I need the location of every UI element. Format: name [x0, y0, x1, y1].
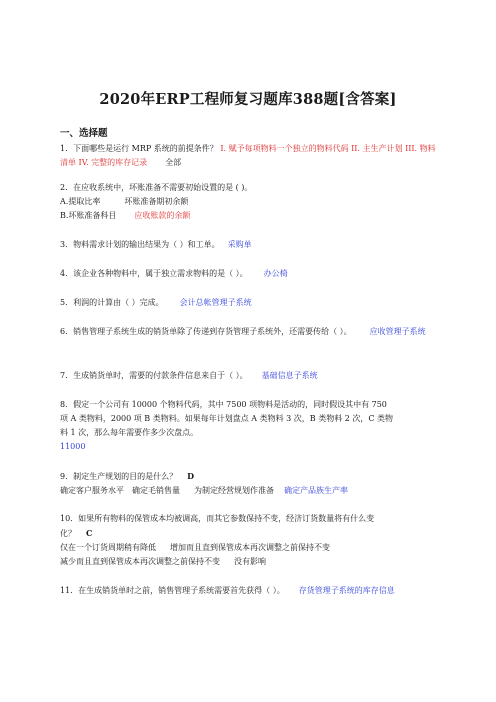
option-text: 没有影响: [234, 557, 266, 566]
answer-text: 应收账款的余额: [134, 211, 191, 220]
question-8: [60, 398, 438, 454]
question-1: [60, 142, 438, 170]
question-text: 3．物料需求计划的输出结果为（ ）和工单。: [60, 240, 220, 249]
option-text: 减少而且直到保管成本再次调整之前保持不变: [60, 557, 220, 566]
option-text: 增加而且直到保管成本再次调整之前保持不变: [170, 543, 330, 552]
question-3: [60, 238, 438, 252]
question-text: 项 A 类物料，2000 项 B 类物料。如果每年计划盘点 A 类物料 3 次，B 类物料 2 次，C 类物: [60, 414, 394, 423]
answer-text: 应收管理子系统: [369, 327, 426, 336]
question-text: 7．生成销货单时，需要的付款条件信息来自于（ ）。: [60, 371, 248, 380]
question-text: 1．下面哪些是运行 MRP 系统的前提条件？: [60, 144, 218, 153]
section-heading: 一、选择题: [60, 128, 108, 139]
question-6: [60, 325, 438, 339]
question-text: 10．如果所有物料的保管成本均被调高，而其它参数保持不变，经济订货数量将有什么变: [60, 514, 375, 523]
answer-text: 基础信息子系统: [261, 371, 318, 380]
option-text: 为制定经营规划作准备: [194, 486, 274, 495]
answer-text: 采购单: [227, 240, 252, 249]
option-text: A.提取比率: [60, 197, 101, 206]
question-9: [60, 469, 438, 498]
option-text: 确定毛销售量: [132, 486, 180, 495]
question-text: 9．制定生产规划的目的是什么？: [60, 472, 178, 481]
question-text: 6．销售管理子系统生成的销货单除了传递到存货管理子系统外，还需要传给（ ）。: [60, 327, 352, 336]
answer-text: D: [187, 471, 195, 481]
option-text: 坏账准备期初余额: [124, 197, 189, 206]
question-text: 5．利润的计算由（ ）完成。: [60, 298, 164, 307]
question-2: [60, 181, 438, 223]
document-title: 2020年ERP工程师复习题库388题[含答案]: [99, 91, 397, 108]
question-text: 化？: [60, 529, 76, 538]
answer-text: C: [86, 528, 93, 538]
answer-text: 办公椅: [263, 269, 288, 278]
question-text: 11．在生成销货单时之前，销售管理子系统需要首先获得（ ）。: [60, 586, 285, 595]
question-text: 8．假定一个公司有 10000 个物料代码，其中 7500 项物料是活动的，同时假设其中有 750: [60, 400, 387, 409]
question-11: [60, 584, 438, 598]
option-text: 确定产品族生产率: [284, 486, 348, 495]
answer-text: 存货管理子系统的库存信息: [298, 586, 395, 595]
answer-text: 全部: [165, 158, 182, 167]
option-text: 仅在一个订货周期稍有降低: [60, 543, 156, 552]
question-10: [60, 512, 438, 569]
question-5: [60, 296, 438, 310]
answer-text: I. 赋予每项物料一个独立的物料代码 II. 主生产计划 III. 物料清单 IV. 完整的库存记录: [60, 144, 436, 167]
answer-text: 会计总帐管理子系统: [179, 298, 252, 307]
question-text: 2．在应收系统中，坏账准备不需要初始设置的是 ( )。: [60, 183, 253, 192]
question-text: 料 1 次，那么每年需要作多少次盘点。: [60, 428, 199, 437]
option-text: B.坏账准备科目: [60, 211, 117, 220]
question-text: 4．该企业各种物料中，属于独立需求物料的是（ ）。: [60, 269, 248, 278]
question-4: [60, 267, 438, 281]
question-7: [60, 369, 438, 383]
option-text: 确定客户服务水平: [60, 486, 124, 495]
answer-text: 11000: [60, 442, 86, 451]
